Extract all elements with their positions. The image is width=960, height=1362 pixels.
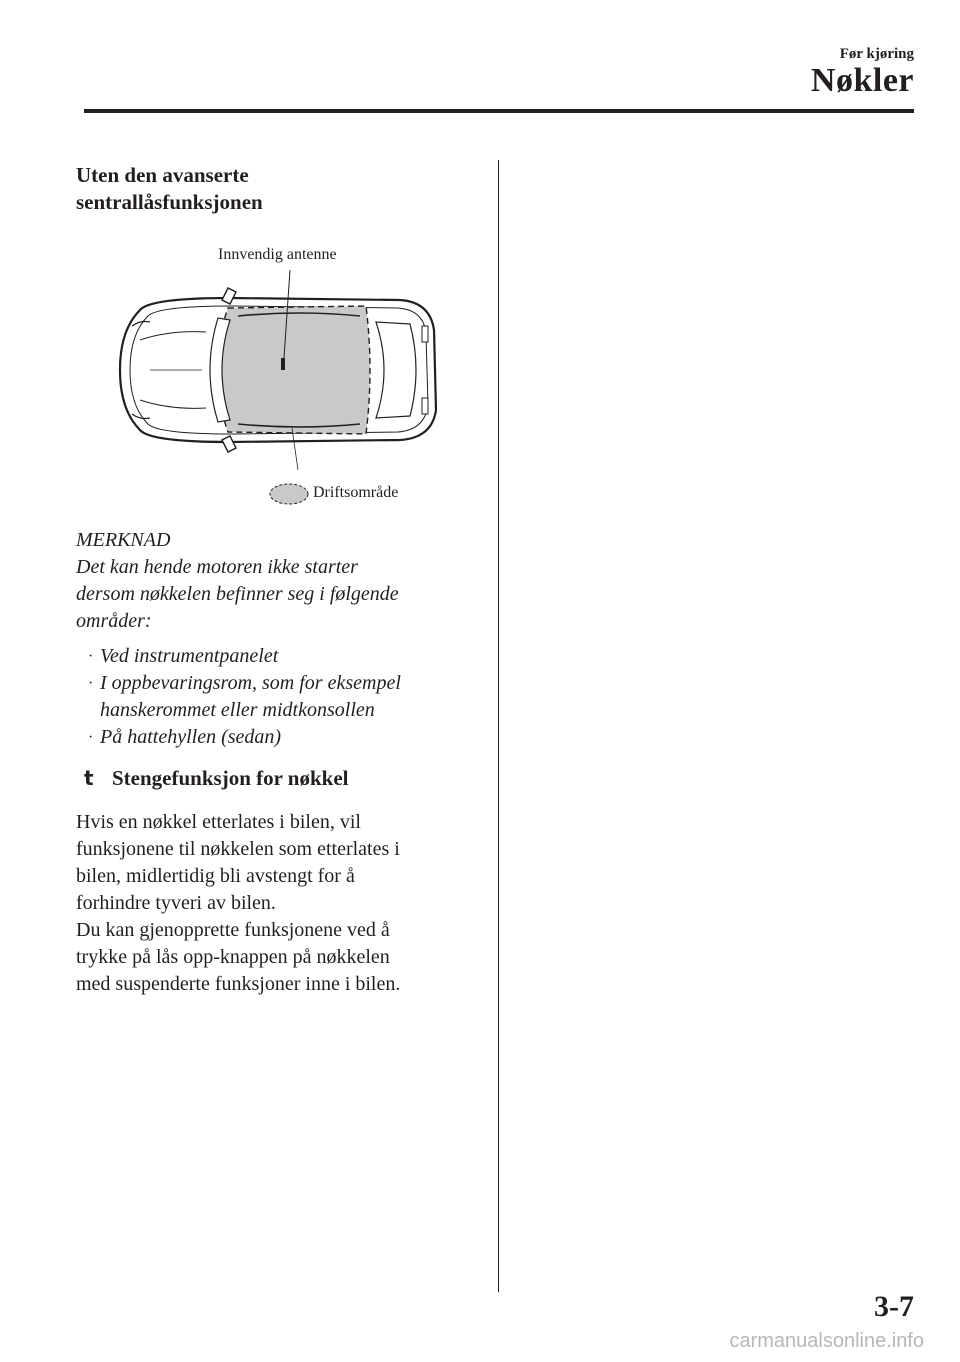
note-bullet-continuation bbox=[76, 697, 486, 724]
body-line: forhindre tyveri av bilen. bbox=[76, 892, 276, 914]
legend-label: Driftsområde bbox=[313, 484, 399, 501]
bullet-dot-icon: · bbox=[88, 648, 94, 665]
legend-swatch bbox=[268, 481, 310, 507]
body-line: bilen, midlertidig bli avstengt for å bbox=[76, 865, 355, 887]
note-heading: MERKNAD bbox=[76, 529, 171, 551]
note-block bbox=[76, 527, 486, 751]
bullet-text: På hattehyllen (sedan) bbox=[100, 726, 282, 748]
page-number: 3-7 bbox=[874, 1290, 914, 1323]
bullet-dot-icon: · bbox=[88, 729, 94, 746]
column-divider bbox=[498, 160, 499, 1292]
body-paragraph bbox=[76, 809, 496, 998]
section-heading bbox=[84, 766, 484, 791]
operating-range-area bbox=[217, 306, 370, 434]
antenna-label: Innvendig antenne bbox=[218, 246, 337, 263]
tail-light bbox=[422, 398, 428, 414]
car-top-view-diagram bbox=[110, 270, 450, 470]
note-bullet-item bbox=[76, 724, 486, 751]
tail-light bbox=[422, 326, 428, 342]
section-marker-icon: t bbox=[84, 766, 94, 790]
watermark: carmanualsonline.info bbox=[729, 1330, 924, 1352]
section-heading-text: Stengefunksjon for nøkkel bbox=[112, 766, 349, 790]
antenna-marker bbox=[281, 358, 285, 370]
body-line: Hvis en nøkkel etterlates i bilen, vil bbox=[76, 811, 361, 833]
subsection-heading bbox=[76, 162, 476, 216]
note-bullet-item bbox=[76, 643, 486, 670]
note-line: dersom nøkkelen befinner seg i følgende bbox=[76, 583, 399, 605]
body-line: trykke på lås opp-knappen på nøkkelen bbox=[76, 946, 390, 968]
note-bullet-item bbox=[76, 670, 486, 697]
bullet-text: hanskerommet eller midtkonsollen bbox=[100, 699, 375, 721]
body-line: med suspenderte funksjoner inne i bilen. bbox=[76, 973, 401, 995]
bullet-text: I oppbevaringsrom, som for eksempel bbox=[100, 672, 401, 694]
note-line: områder: bbox=[76, 610, 152, 632]
bullet-text: Ved instrumentpanelet bbox=[100, 645, 279, 667]
note-line: Det kan hende motoren ikke starter bbox=[76, 556, 358, 578]
bullet-dot-icon: · bbox=[88, 675, 94, 692]
page-title: Nøkler bbox=[810, 62, 914, 99]
body-line: funksjonene til nøkkelen som etterlates i bbox=[76, 838, 400, 860]
subsection-heading-line: sentrallåsfunksjonen bbox=[76, 190, 263, 214]
header-rule bbox=[84, 109, 914, 113]
header-section: Før kjøring bbox=[839, 46, 914, 62]
note-bullet-list bbox=[76, 643, 486, 751]
subsection-heading-line: Uten den avanserte bbox=[76, 163, 249, 187]
body-line: Du kan gjenopprette funksjonene ved å bbox=[76, 919, 390, 941]
